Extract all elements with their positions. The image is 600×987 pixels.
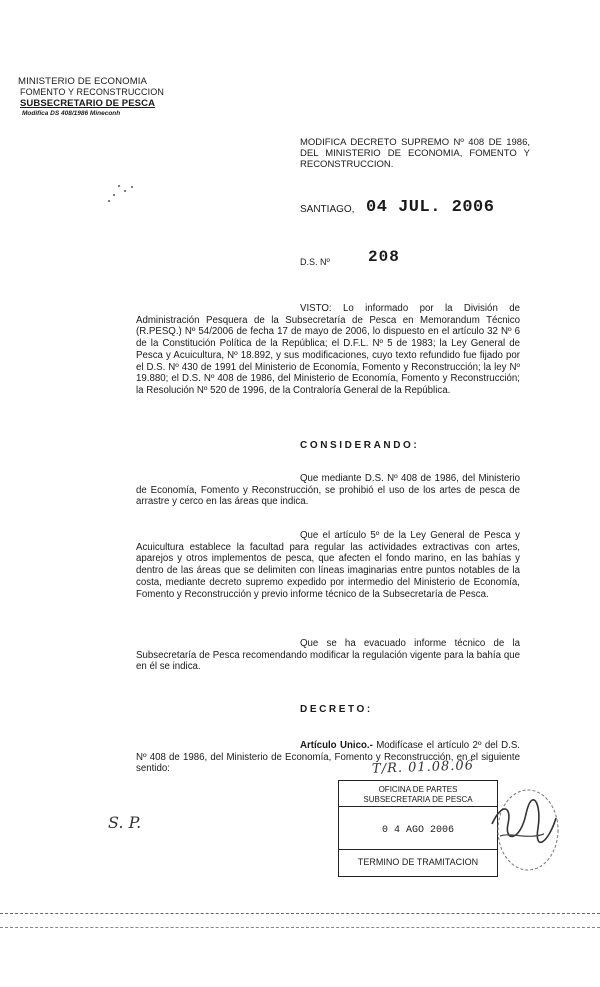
ministry-name: MINISTERIO DE ECONOMIA bbox=[18, 76, 148, 87]
document-reference: Modifica DS 408/1986 Mineconh bbox=[22, 110, 121, 117]
considerando-paragraph-1: Que mediante D.S. Nº 408 de 1986, del Ministerio de Economía, Fomento y Reconstrucción, se prohibió el uso de los artes de pesca de arrastre y cerco en las áreas que indica. bbox=[136, 473, 520, 508]
scan-edge-bottom bbox=[0, 927, 600, 928]
decreto-heading: DECRETO: bbox=[300, 704, 373, 715]
stamp-footer: TERMINO DE TRAMITACION bbox=[357, 857, 479, 867]
subsecretariat-name: SUBSECRETARIO DE PESCA bbox=[20, 98, 156, 109]
handwritten-initials: S. P. bbox=[108, 813, 142, 832]
ministry-subtitle: FOMENTO Y RECONSTRUCCION bbox=[20, 87, 164, 97]
articulo-label: Artículo Unico.- bbox=[300, 740, 373, 751]
ds-label: D.S. Nº bbox=[300, 257, 330, 267]
handwritten-reference: T/R. 01.08.06 bbox=[371, 758, 475, 777]
considerando-heading: CONSIDERANDO: bbox=[300, 440, 420, 451]
signature-icon bbox=[486, 784, 562, 880]
document-title: MODIFICA DECRETO SUPREMO Nº 408 DE 1986, DEL MINISTERIO DE ECONOMIA, FOMENTO Y RECONSTRUCCION. bbox=[300, 137, 530, 170]
scan-edge-top bbox=[0, 913, 600, 914]
place-label: SANTIAGO, bbox=[300, 204, 355, 215]
stamp-subsecretariat: SUBSECRETARIA DE PESCA bbox=[363, 795, 473, 804]
considerando-paragraph-3: Que se ha evacuado informe técnico de la Subsecretaría de Pesca recomendando modificar la regulación vigente para la bahía que en él se indica. bbox=[136, 638, 520, 673]
considerando-paragraph-2: Que el artículo 5º de la Ley General de Pesca y Acuicultura establece la facultad para regular las actividades extractivas con artes, aparejos y otros implementos de pesca, que afecten el fondo marino, en las bahías y dentro de las áreas que se delimiten con líneas imaginarias entre puntos notables de la costa, mediante decreto supremo expedido por intermedio del Ministerio de Economía, Fomento y Reconstrucción y previo informe técnico de la Subsecretaría de Pesca. bbox=[136, 530, 520, 600]
reception-stamp bbox=[338, 780, 498, 877]
articulo-text: Modifícase el artículo 2º del D.S. Nº 408 de 1986, del Ministerio de Economía, Fomento y Reconstrucción, en el siguiente sentido: bbox=[136, 740, 521, 775]
date-stamp: 04 JUL. 2006 bbox=[366, 198, 495, 217]
visto-paragraph: VISTO: Lo informado por la División de Administración Pesquera de la Subsecretaría de Pesca en Memorandum Técnico (R.PESQ.) Nº 54/2006 de fecha 17 de mayo de 2006, lo dispuesto en el artículo 32 Nº 6 de la Constitución Política de la República; el D.F.L. Nº 5 de 1983; la Ley General de Pesca y Acuicultura, Nº 18.892, y sus modificaciones, cuyo texto refundido fue fijado por el D.S. Nº 430 de 1991 del Ministerio de Economía, Fomento y Reconstrucción; la ley Nº 19.880; el D.S. Nº 408 de 1986, del Ministerio de Economía, Fomento y Reconstrucción; la Resolución Nº 520 de 1996, de la Contraloría General de la República. bbox=[136, 303, 520, 396]
stamp-date: 0 4 AGO 2006 bbox=[381, 825, 454, 836]
ds-number: 208 bbox=[368, 248, 400, 266]
stamp-office: OFICINA DE PARTES bbox=[378, 785, 458, 794]
